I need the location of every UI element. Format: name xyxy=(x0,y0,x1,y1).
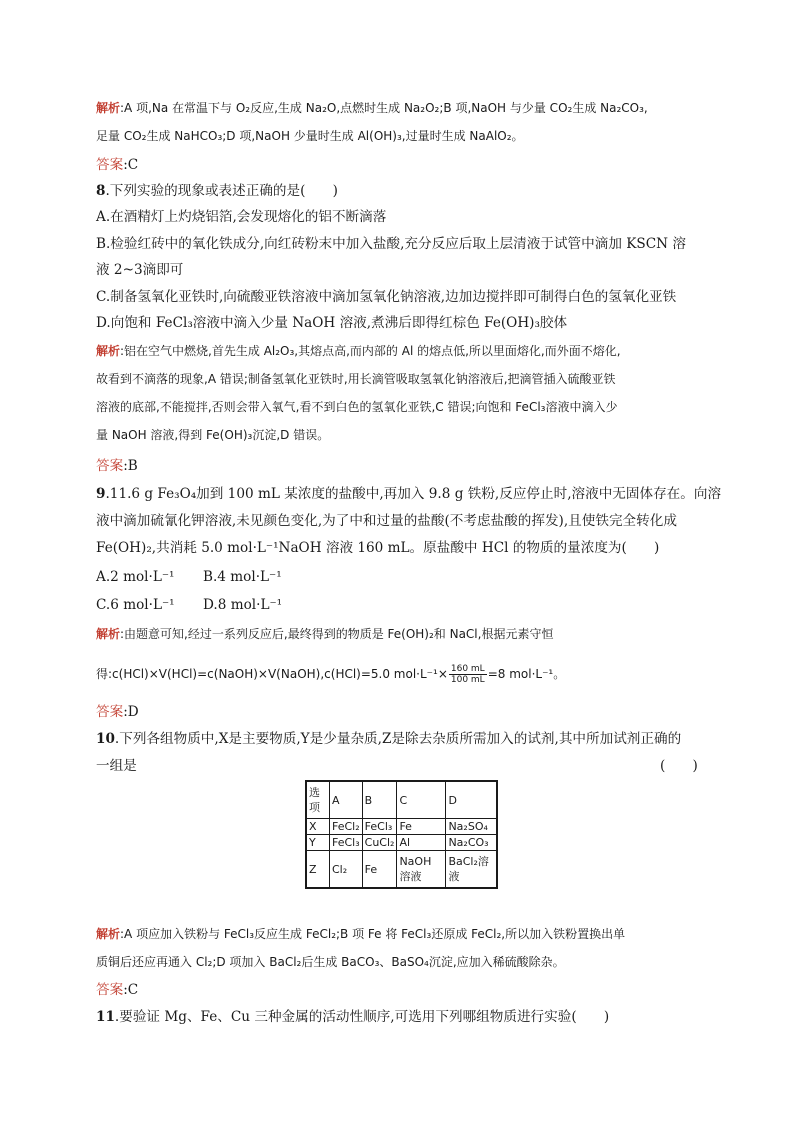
table-cell: A xyxy=(330,781,363,819)
answer-value: :C xyxy=(123,982,139,998)
q7-solution-line xyxy=(96,98,706,118)
q8-solution-line: 溶液的底部,不能搅拌,否则会带入氧气,看不到白色的氢氧化亚铁,C 错误;向饱和 FeCl₃溶液中滴入少 xyxy=(96,400,618,414)
solution-text: =8 mol·L⁻¹。 xyxy=(487,667,566,681)
q8-option: D.向饱和 FeCl₃溶液中滴入少量 NaOH 溶液,煮沸后即得红棕色 Fe(OH)₃胶体 xyxy=(96,315,568,331)
q9-option-b: B.4 mol·L⁻¹ xyxy=(203,569,282,585)
table-cell: Na₂CO₃ xyxy=(446,835,498,851)
q8-solution-line: 故看到不滴落的现象,A 错误;制备氢氧化亚铁时,用长滴管吸取氢氧化钠溶液后,把滴管插入硫酸亚铁 xyxy=(96,372,616,386)
q8-answer xyxy=(96,456,706,476)
q10-stem-line: 一组是 xyxy=(96,758,137,774)
table-cell: Y xyxy=(306,835,330,851)
fraction xyxy=(449,664,487,685)
q8-option: 液 2~3滴即可 xyxy=(96,262,184,278)
question-stem: .11.6 g Fe₃O₄加到 100 mL 某浓度的盐酸中,再加入 9.8 g 铁粉,反应停止时,溶液中无固体存在。向溶 xyxy=(105,486,722,502)
table-cell: C xyxy=(397,781,446,819)
table-cell: FeCl₃ xyxy=(330,835,363,851)
table-row xyxy=(306,819,497,835)
fraction-denominator: 100 mL xyxy=(450,675,485,685)
table-cell: D xyxy=(446,781,498,819)
solution-tag: 解析 xyxy=(96,927,121,941)
q9-solution-line xyxy=(96,624,706,644)
q10-solution-line xyxy=(96,924,706,944)
solution-text: 足量 CO₂生成 NaHCO₃;D 项,NaOH 少量时生成 Al(OH)₃,过量时生成 NaAlO₂。 xyxy=(96,129,524,143)
q9-solution-line xyxy=(96,660,706,688)
table-cell: Fe xyxy=(397,819,446,835)
solution-text: :A 项,Na 在常温下与 O₂反应,生成 Na₂O,点燃时生成 Na₂O₂;B 项,NaOH 与少量 CO₂生成 Na₂CO₃, xyxy=(120,101,648,115)
q11-stem xyxy=(96,1007,706,1027)
fraction-numerator: 160 mL xyxy=(450,664,485,674)
table-cell: CuCl₂ xyxy=(362,835,397,851)
q9-stem-line: Fe(OH)₂,共消耗 5.0 mol·L⁻¹NaOH 溶液 160 mL。原盐酸中 HCl 的物质的量浓度为( ) xyxy=(96,540,660,556)
q8-stem xyxy=(96,181,706,201)
table-row xyxy=(306,851,497,889)
table-header-row xyxy=(306,781,497,819)
q9-stem-line: 液中滴加硫氰化钾溶液,未见颜色变化,为了中和过量的盐酸(不考虑盐酸的挥发),且使铁完全转化成 xyxy=(96,513,677,529)
solution-tag: 解析 xyxy=(96,101,121,115)
q9-option-c: C.6 mol·L⁻¹ xyxy=(96,597,175,613)
q9-option-d: D.8 mol·L⁻¹ xyxy=(203,597,283,613)
question-number: 10 xyxy=(96,731,115,747)
q9-answer xyxy=(96,702,706,722)
q8-option: A.在酒精灯上灼烧铝箔,会发现熔化的铝不断滴落 xyxy=(96,209,387,225)
q10-answer-paren: ( ) xyxy=(660,758,698,774)
q9-option-a: A.2 mol·L⁻¹ xyxy=(96,569,175,585)
question-stem: .要验证 Mg、Fe、Cu 三种金属的活动性顺序,可选用下列哪组物质进行实验( ) xyxy=(114,1009,610,1025)
solution-text: :铝在空气中燃烧,首先生成 Al₂O₃,其熔点高,而内部的 Al 的熔点低,所以里面熔化,而外面不熔化, xyxy=(120,344,621,358)
question-number: 8 xyxy=(96,183,106,199)
table-cell: BaCl₂溶液 xyxy=(446,851,498,889)
question-stem: .下列实验的现象或表述正确的是( ) xyxy=(105,183,338,199)
solution-tag: 解析 xyxy=(96,627,121,641)
table-cell: Cl₂ xyxy=(330,851,363,889)
table-cell: FeCl₃ xyxy=(362,819,397,835)
solution-text: :由题意可知,经过一系列反应后,最终得到的物质是 Fe(OH)₂和 NaCl,根据元素守恒 xyxy=(120,627,554,641)
table-cell: NaOH 溶液 xyxy=(397,851,446,889)
answer-tag: 答案 xyxy=(96,982,124,998)
table-row xyxy=(306,835,497,851)
q8-solution-line: 量 NaOH 溶液,得到 Fe(OH)₃沉淀,D 错误。 xyxy=(96,428,330,442)
q10-stem-line xyxy=(96,729,706,749)
q7-solution-line xyxy=(96,126,706,146)
answer-value: :C xyxy=(123,157,139,173)
table-cell: Z xyxy=(306,851,330,889)
answer-tag: 答案 xyxy=(96,157,124,173)
table-cell: X xyxy=(306,819,330,835)
table-cell: 选项 xyxy=(306,781,330,819)
question-number: 11 xyxy=(96,1009,115,1025)
table-cell: FeCl₂ xyxy=(330,819,363,835)
q8-solution-line xyxy=(96,341,706,361)
q7-answer xyxy=(96,155,706,175)
answer-value: :B xyxy=(123,458,138,474)
answer-tag: 答案 xyxy=(96,458,124,474)
answer-tag: 答案 xyxy=(96,704,124,720)
solution-tag: 解析 xyxy=(96,344,121,358)
question-number: 9 xyxy=(96,486,106,502)
q10-answer xyxy=(96,980,706,1000)
q10-solution-line: 质铜后还应再通入 Cl₂;D 项加入 BaCl₂后生成 BaCO₃、BaSO₄沉淀,应加入稀硫酸除杂。 xyxy=(96,955,565,969)
table-cell: Al xyxy=(397,835,446,851)
table-cell: B xyxy=(362,781,397,819)
solution-text: 得:c(HCl)×V(HCl)=c(NaOH)×V(NaOH),c(HCl)=5.0 mol·L⁻¹× xyxy=(96,667,448,681)
table-cell: Na₂SO₄ xyxy=(446,819,498,835)
solution-text: :A 项应加入铁粉与 FeCl₃反应生成 FeCl₂;B 项 Fe 将 FeCl₃还原成 FeCl₂,所以加入铁粉置换出单 xyxy=(120,927,626,941)
q8-option: B.检验红砖中的氧化铁成分,向红砖粉末中加入盐酸,充分反应后取上层清液于试管中滴加 KSCN 溶 xyxy=(96,236,686,252)
answer-value: :D xyxy=(123,704,139,720)
q9-stem-line xyxy=(96,484,722,504)
table-cell: Fe xyxy=(362,851,397,889)
q10-options-table xyxy=(305,780,498,889)
question-stem: .下列各组物质中,X是主要物质,Y是少量杂质,Z是除去杂质所需加入的试剂,其中所加试剂正确的 xyxy=(114,731,682,747)
q8-option: C.制备氢氧化亚铁时,向硫酸亚铁溶液中滴加氢氧化钠溶液,边加边搅拌即可制得白色的氢氧化亚铁 xyxy=(96,289,677,305)
